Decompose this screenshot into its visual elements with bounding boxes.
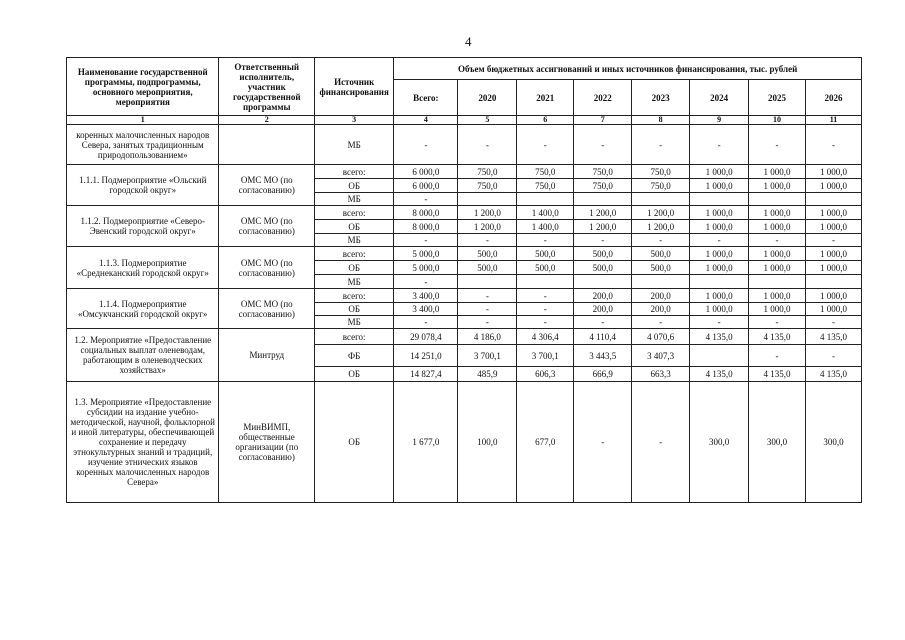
header-year: 2025	[749, 80, 806, 116]
amount-cell	[458, 275, 517, 289]
amount-cell: 750,0	[632, 179, 690, 193]
program-name: коренных малочисленных народов Севера, занятых традиционным природопользованием»	[67, 125, 219, 165]
amount-cell: 1 000,0	[805, 289, 861, 303]
amount-cell: 300,0	[805, 382, 861, 503]
amount-cell: -	[458, 316, 517, 329]
amount-cell: 3 400,0	[394, 303, 458, 316]
amount-cell: 1 000,0	[690, 179, 749, 193]
amount-cell: 750,0	[574, 179, 632, 193]
funding-source: МБ	[315, 125, 394, 165]
funding-source: всего:	[315, 329, 394, 345]
amount-cell: 14 827,4	[394, 367, 458, 382]
amount-cell: -	[805, 345, 861, 367]
funding-source: всего:	[315, 206, 394, 220]
amount-cell: 6 000,0	[394, 165, 458, 179]
header-total: Всего:	[394, 80, 458, 116]
funding-source: ОБ	[315, 179, 394, 193]
amount-cell: 1 400,0	[517, 206, 574, 220]
program-name: 1.2. Мероприятие «Предоставление социальных выплат оленеводам, работающим в оленеводческих хозяйствах»	[67, 329, 219, 382]
funding-source: ОБ	[315, 367, 394, 382]
amount-cell: -	[632, 316, 690, 329]
amount-cell	[690, 193, 749, 206]
program-name: 1.1.2. Подмероприятие «Северо-Эвенский городской округ»	[67, 206, 219, 247]
amount-cell: 1 000,0	[805, 179, 861, 193]
column-number: 11	[805, 116, 861, 125]
amount-cell: 1 000,0	[749, 303, 806, 316]
amount-cell: 200,0	[632, 289, 690, 303]
amount-cell: -	[749, 234, 806, 247]
amount-cell: -	[458, 234, 517, 247]
amount-cell: 666,9	[574, 367, 632, 382]
amount-cell: 4 186,0	[458, 329, 517, 345]
amount-cell: 677,0	[517, 382, 574, 503]
amount-cell: -	[517, 289, 574, 303]
amount-cell: 1 000,0	[749, 289, 806, 303]
amount-cell: -	[749, 125, 806, 165]
column-number: 4	[394, 116, 458, 125]
amount-cell: 200,0	[574, 303, 632, 316]
page-number: 4	[465, 34, 472, 49]
amount-cell: 606,3	[517, 367, 574, 382]
amount-cell: 5 000,0	[394, 247, 458, 261]
amount-cell: 1 000,0	[805, 206, 861, 220]
amount-cell: 750,0	[574, 165, 632, 179]
amount-cell: -	[517, 303, 574, 316]
funding-source: ОБ	[315, 220, 394, 234]
amount-cell: 1 200,0	[458, 206, 517, 220]
header-year: 2024	[690, 80, 749, 116]
amount-cell: -	[632, 234, 690, 247]
amount-cell: 3 400,0	[394, 289, 458, 303]
amount-cell: 3 443,5	[574, 345, 632, 367]
amount-cell: 4 135,0	[805, 367, 861, 382]
funding-source: МБ	[315, 234, 394, 247]
amount-cell: 1 000,0	[690, 303, 749, 316]
amount-cell: 1 000,0	[690, 261, 749, 275]
budget-table	[66, 57, 862, 503]
table-row	[67, 289, 862, 303]
column-number: 9	[690, 116, 749, 125]
table-row	[67, 125, 862, 165]
amount-cell	[690, 275, 749, 289]
amount-cell: -	[805, 125, 861, 165]
header-volume: Объем бюджетных ассигнований и иных источников финансирования, тыс. рублей	[394, 58, 862, 80]
amount-cell	[458, 193, 517, 206]
amount-cell: 1 200,0	[458, 220, 517, 234]
amount-cell: 1 000,0	[690, 289, 749, 303]
column-number: 3	[315, 116, 394, 125]
amount-cell: -	[749, 345, 806, 367]
amount-cell: -	[690, 316, 749, 329]
amount-cell	[805, 275, 861, 289]
amount-cell: 200,0	[632, 303, 690, 316]
amount-cell: 750,0	[632, 165, 690, 179]
amount-cell: 1 000,0	[749, 261, 806, 275]
amount-cell: 1 000,0	[690, 220, 749, 234]
amount-cell: 750,0	[458, 179, 517, 193]
amount-cell	[632, 193, 690, 206]
amount-cell: -	[574, 234, 632, 247]
amount-cell: -	[458, 125, 517, 165]
executor: МинВИМП, общественные организации (по согласованию)	[219, 382, 315, 503]
funding-source: ФБ	[315, 345, 394, 367]
amount-cell: 8 000,0	[394, 206, 458, 220]
table-row	[67, 247, 862, 261]
amount-cell: 1 000,0	[805, 247, 861, 261]
executor: ОМС МО (по согласованию)	[219, 247, 315, 289]
funding-source: всего:	[315, 165, 394, 179]
amount-cell: 3 407,3	[632, 345, 690, 367]
amount-cell: -	[690, 234, 749, 247]
amount-cell	[749, 193, 806, 206]
amount-cell: 3 700,1	[458, 345, 517, 367]
amount-cell: 1 000,0	[805, 220, 861, 234]
column-number: 2	[219, 116, 315, 125]
column-number: 6	[517, 116, 574, 125]
column-number: 5	[458, 116, 517, 125]
executor	[219, 125, 315, 165]
amount-cell	[805, 193, 861, 206]
amount-cell: 100,0	[458, 382, 517, 503]
amount-cell: 485,9	[458, 367, 517, 382]
column-number: 10	[749, 116, 806, 125]
amount-cell: -	[690, 125, 749, 165]
amount-cell: 300,0	[690, 382, 749, 503]
amount-cell: 1 000,0	[749, 179, 806, 193]
amount-cell: 4 135,0	[690, 329, 749, 345]
amount-cell: 1 200,0	[574, 206, 632, 220]
header-name: Наименование государственной программы, подпрограммы, основного мероприятия, мероприятия	[67, 58, 219, 116]
amount-cell: -	[458, 289, 517, 303]
amount-cell: 200,0	[574, 289, 632, 303]
amount-cell: 1 200,0	[574, 220, 632, 234]
amount-cell: 1 400,0	[517, 220, 574, 234]
amount-cell	[517, 193, 574, 206]
header-year: 2020	[458, 80, 517, 116]
amount-cell: 1 677,0	[394, 382, 458, 503]
amount-cell: 1 000,0	[805, 165, 861, 179]
executor: ОМС МО (по согласованию)	[219, 206, 315, 247]
amount-cell: 500,0	[632, 261, 690, 275]
amount-cell: -	[517, 125, 574, 165]
amount-cell: -	[632, 125, 690, 165]
amount-cell: 29 078,4	[394, 329, 458, 345]
amount-cell: 8 000,0	[394, 220, 458, 234]
amount-cell: 1 000,0	[749, 165, 806, 179]
funding-source: ОБ	[315, 261, 394, 275]
executor: ОМС МО (по согласованию)	[219, 289, 315, 329]
amount-cell: 4 135,0	[749, 329, 806, 345]
executor: ОМС МО (по согласованию)	[219, 165, 315, 206]
table-row	[67, 206, 862, 220]
amount-cell: 1 000,0	[690, 165, 749, 179]
header-year: 2023	[632, 80, 690, 116]
amount-cell: -	[574, 125, 632, 165]
amount-cell: 1 000,0	[749, 220, 806, 234]
amount-cell: -	[394, 275, 458, 289]
amount-cell: 4 135,0	[805, 329, 861, 345]
amount-cell: -	[517, 234, 574, 247]
header-row	[67, 58, 862, 80]
amount-cell: 500,0	[574, 261, 632, 275]
amount-cell: -	[517, 316, 574, 329]
header-year: 2026	[805, 80, 861, 116]
amount-cell: 6 000,0	[394, 179, 458, 193]
amount-cell: 1 000,0	[749, 206, 806, 220]
header-executor: Ответственный исполнитель, участник государственной программы	[219, 58, 315, 116]
amount-cell: 750,0	[517, 165, 574, 179]
funding-source: ОБ	[315, 382, 394, 503]
program-name: 1.1.1. Подмероприятие «Ольский городской округ»	[67, 165, 219, 206]
amount-cell: -	[458, 303, 517, 316]
amount-cell: 5 000,0	[394, 261, 458, 275]
amount-cell: 500,0	[517, 261, 574, 275]
amount-cell: 3 700,1	[517, 345, 574, 367]
amount-cell: 663,3	[632, 367, 690, 382]
amount-cell: 14 251,0	[394, 345, 458, 367]
program-name: 1.3. Мероприятие «Предоставление субсидии на издание учебно-методической, научной, фольклорной и иной литературы, обеспечивающей сохранение и передачу этнокультурных знаний и традиций, изучение этнических языков коренных малочисленных народов Севера»	[67, 382, 219, 503]
amount-cell: 4 135,0	[749, 367, 806, 382]
amount-cell: 500,0	[458, 261, 517, 275]
amount-cell	[574, 193, 632, 206]
funding-source: МБ	[315, 193, 394, 206]
program-name: 1.1.4. Подмероприятие «Омсукчанский городской округ»	[67, 289, 219, 329]
header-year: 2022	[574, 80, 632, 116]
amount-cell: -	[805, 316, 861, 329]
table-row	[67, 165, 862, 179]
amount-cell: 1 200,0	[632, 206, 690, 220]
amount-cell: 1 000,0	[805, 303, 861, 316]
amount-cell: 500,0	[632, 247, 690, 261]
amount-cell: 1 000,0	[805, 261, 861, 275]
table-row	[67, 382, 862, 503]
amount-cell: 4 306,4	[517, 329, 574, 345]
funding-source: МБ	[315, 275, 394, 289]
amount-cell	[749, 275, 806, 289]
amount-cell: 4 135,0	[690, 367, 749, 382]
amount-cell: 750,0	[517, 179, 574, 193]
amount-cell: 500,0	[574, 247, 632, 261]
amount-cell: -	[574, 382, 632, 503]
column-number: 7	[574, 116, 632, 125]
amount-cell	[690, 345, 749, 367]
amount-cell: -	[749, 316, 806, 329]
program-name: 1.1.3. Подмероприятие «Среднеканский городской округ»	[67, 247, 219, 289]
amount-cell: 500,0	[517, 247, 574, 261]
column-number: 8	[632, 116, 690, 125]
executor: Минтруд	[219, 329, 315, 382]
funding-source: всего:	[315, 247, 394, 261]
amount-cell: 1 000,0	[749, 247, 806, 261]
amount-cell: -	[632, 382, 690, 503]
amount-cell: 1 000,0	[690, 247, 749, 261]
column-number: 1	[67, 116, 219, 125]
amount-cell: -	[805, 234, 861, 247]
amount-cell: -	[394, 234, 458, 247]
amount-cell: 1 000,0	[690, 206, 749, 220]
amount-cell	[574, 275, 632, 289]
funding-source: ОБ	[315, 303, 394, 316]
amount-cell: -	[394, 125, 458, 165]
amount-cell	[632, 275, 690, 289]
amount-cell: 750,0	[458, 165, 517, 179]
funding-source: МБ	[315, 316, 394, 329]
table-row	[67, 329, 862, 345]
amount-cell: 4 110,4	[574, 329, 632, 345]
header-source: Источник финансирования	[315, 58, 394, 116]
amount-cell: 500,0	[458, 247, 517, 261]
amount-cell: -	[394, 193, 458, 206]
amount-cell: -	[394, 316, 458, 329]
funding-source: всего:	[315, 289, 394, 303]
amount-cell: 300,0	[749, 382, 806, 503]
amount-cell: 1 200,0	[632, 220, 690, 234]
column-numbers-row	[67, 116, 862, 125]
amount-cell: 4 070,6	[632, 329, 690, 345]
amount-cell	[517, 275, 574, 289]
header-year: 2021	[517, 80, 574, 116]
amount-cell: -	[574, 316, 632, 329]
